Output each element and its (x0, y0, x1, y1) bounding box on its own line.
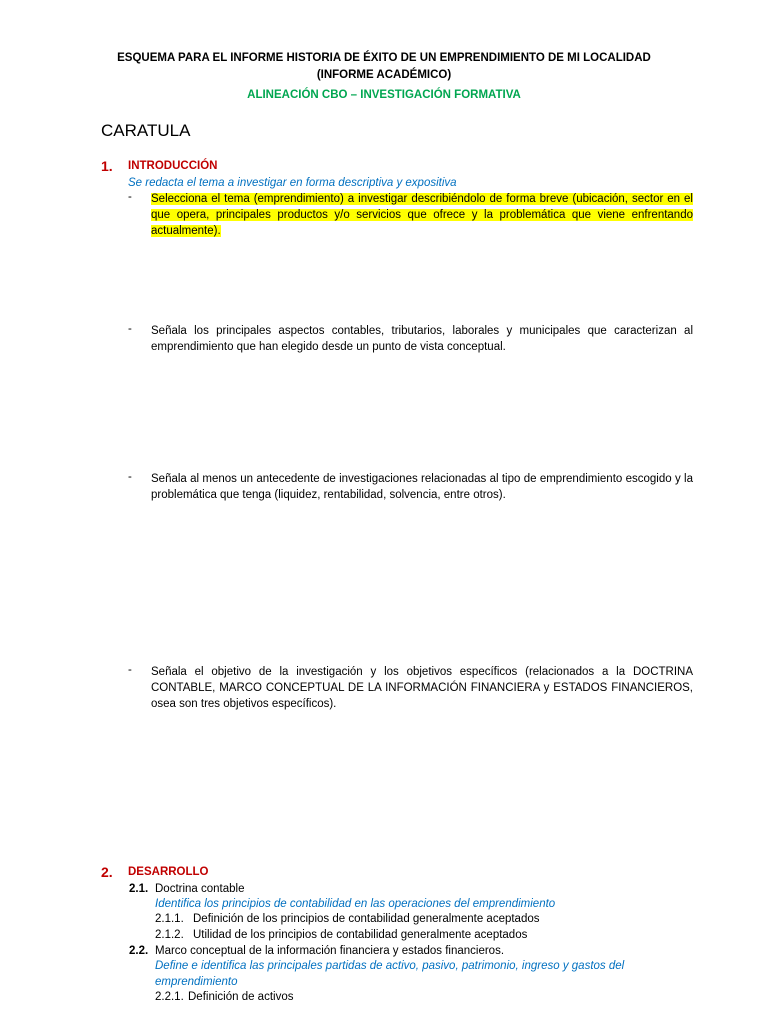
alignment-line: ALINEACIÓN CBO – INVESTIGACIÓN FORMATIVA (247, 89, 521, 101)
section-1-subtitle: Se redacta el tema a investigar en forma descriptiva y expositiva (128, 177, 457, 189)
item-number: 2.1.1. (155, 913, 184, 925)
bullet-item: Señala el objetivo de la investigación y los objetivos específicos (relacionados a la DOCTRINA CONTABLE, MARCO CONCEPTUAL DE LA INFORMACIÓN FINANCIERA y ESTADOS FINANCIEROS, osea son tres objetivos específicos). (151, 666, 693, 710)
bullet-marker: - (128, 664, 132, 676)
item-label: Doctrina contable (155, 883, 245, 895)
document-subtitle: (INFORME ACADÉMICO) (316, 69, 452, 81)
bullet-item (151, 191, 693, 239)
item-label: Utilidad de los principios de contabilidad generalmente aceptados (193, 929, 528, 941)
document-title: ESQUEMA PARA EL INFORME HISTORIA DE ÉXITO DE UN EMPRENDIMIENTO DE MI LOCALIDAD (117, 52, 651, 64)
item-number: 2.2. (129, 945, 149, 957)
section-1-number: 1. (101, 158, 113, 174)
item-label: Definición de activos (188, 991, 294, 1003)
bullet-item: Señala los principales aspectos contables, tributarios, laborales y municipales que caracterizan al emprendimiento que han elegido desde un punto de vista conceptual. (151, 325, 693, 353)
bullet-item: Señala al menos un antecedente de investigaciones relacionadas al tipo de emprendimiento escogido y la problemática que tenga (liquidez, rentabilidad, solvencia, entre otros). (151, 473, 693, 501)
bullet-marker: - (128, 191, 132, 203)
section-2-title: DESARROLLO (128, 866, 209, 878)
item-number: 2.1.2. (155, 929, 184, 941)
item-number: 2.2.1. (155, 991, 184, 1003)
item-label: Definición de los principios de contabilidad generalmente aceptados (193, 913, 540, 925)
caratula-heading: CARATULA (101, 121, 191, 140)
highlighted-text: Selecciona el tema (emprendimiento) a investigar describiéndolo de forma breve (ubicación, sector en el que opera, principales productos y/o servicios que ofrece y la problemática que viene enfrentando actualmente). (151, 193, 693, 237)
section-2-number: 2. (101, 864, 113, 880)
section-1-title: INTRODUCCIÓN (128, 160, 218, 172)
item-note: Define e identifica las principales partidas de activo, pasivo, patrimonio, ingreso y gastos del emprendimiento (155, 960, 625, 988)
item-note: Identifica los principios de contabilidad en las operaciones del emprendimiento (155, 898, 556, 910)
bullet-marker: - (128, 323, 132, 335)
item-label: Marco conceptual de la información financiera y estados financieros. (155, 945, 505, 957)
item-number: 2.1. (129, 883, 149, 895)
bullet-marker: - (128, 471, 132, 483)
